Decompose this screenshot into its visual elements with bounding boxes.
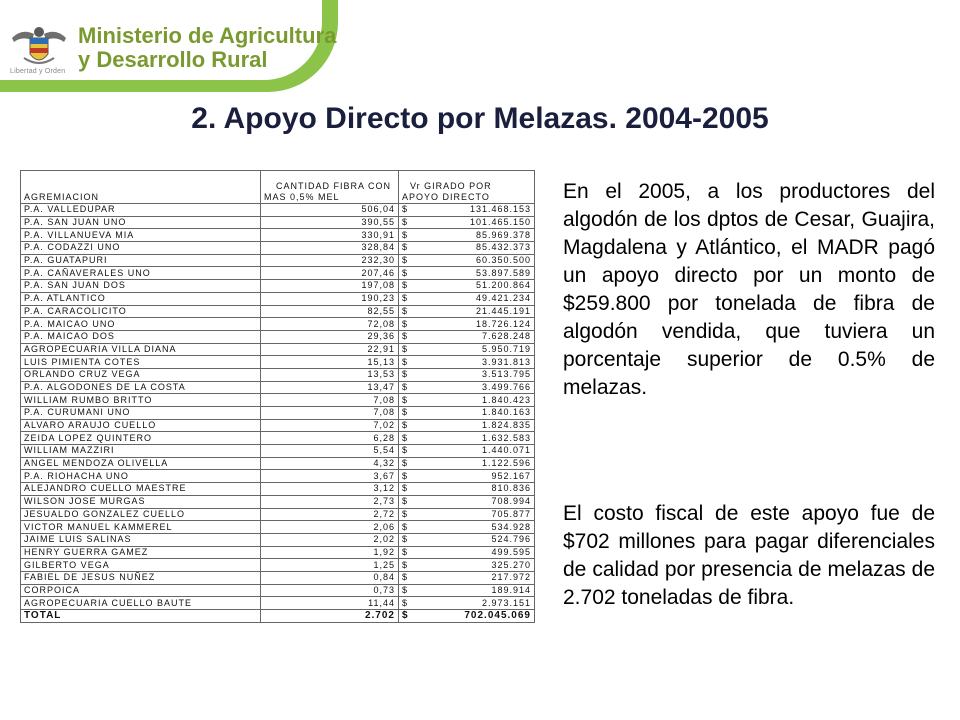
row-valor: 5.950.719 (413, 343, 535, 356)
row-agremiacion: P.A. CURUMANI UNO (21, 407, 261, 420)
table-row (21, 305, 535, 318)
row-currency-symbol: $ (399, 597, 413, 610)
row-agremiacion: P.A. SAN JUAN DOS (21, 280, 261, 293)
row-cantidad: 190,23 (261, 292, 399, 305)
row-currency-symbol: $ (399, 267, 413, 280)
row-cantidad: 7,02 (261, 419, 399, 432)
table-row (21, 368, 535, 381)
table-row (21, 254, 535, 267)
row-valor: 131.468.153 (413, 204, 535, 217)
table-row (21, 330, 535, 343)
row-agremiacion: P.A. ATLANTICO (21, 292, 261, 305)
header-agremiacion: AGREMIACION (21, 171, 261, 204)
row-cantidad: 7,08 (261, 394, 399, 407)
row-cantidad: 29,36 (261, 330, 399, 343)
row-cantidad: 1,25 (261, 559, 399, 572)
support-table (20, 170, 535, 623)
row-cantidad: 2,02 (261, 533, 399, 546)
row-currency-symbol: $ (399, 521, 413, 534)
table-row (21, 318, 535, 331)
table-row (21, 470, 535, 483)
table-row (21, 584, 535, 597)
total-valor: 702.045.069 (413, 610, 535, 623)
row-currency-symbol: $ (399, 483, 413, 496)
row-valor: 7.628.248 (413, 330, 535, 343)
row-agremiacion: WILLIAM RUMBO BRITTO (21, 394, 261, 407)
table-row (21, 381, 535, 394)
row-valor: 1.824.835 (413, 419, 535, 432)
row-valor: 1.840.423 (413, 394, 535, 407)
row-currency-symbol: $ (399, 508, 413, 521)
row-cantidad: 13,47 (261, 381, 399, 394)
ministry-name-line2: y Desarrollo Rural (78, 47, 268, 72)
row-valor: 3.499.766 (413, 381, 535, 394)
row-currency-symbol: $ (399, 356, 413, 369)
row-valor: 499.595 (413, 546, 535, 559)
row-agremiacion: FABIEL DE JESUS NUÑEZ (21, 571, 261, 584)
header-valor-girado (399, 171, 535, 204)
row-cantidad: 2,73 (261, 495, 399, 508)
row-cantidad: 15,13 (261, 356, 399, 369)
ministry-name (78, 24, 336, 72)
table-row (21, 546, 535, 559)
row-currency-symbol: $ (399, 533, 413, 546)
ministry-name-line1: Ministerio de Agricultura (78, 23, 337, 48)
row-valor: 810.836 (413, 483, 535, 496)
row-valor: 705.877 (413, 508, 535, 521)
table-row (21, 356, 535, 369)
row-agremiacion: ORLANDO CRUZ VEGA (21, 368, 261, 381)
row-agremiacion: P.A. CODAZZI UNO (21, 242, 261, 255)
row-currency-symbol: $ (399, 571, 413, 584)
motto-text: Libertad y Orden (10, 68, 66, 75)
row-agremiacion: CORPOICA (21, 584, 261, 597)
row-agremiacion: P.A. VILLANUEVA MIA (21, 229, 261, 242)
row-valor: 3.931.813 (413, 356, 535, 369)
row-valor: 18.726.124 (413, 318, 535, 331)
row-agremiacion: ZEIDA LOPEZ QUINTERO (21, 432, 261, 445)
row-cantidad: 7,08 (261, 407, 399, 420)
row-agremiacion: P.A. MAICAO UNO (21, 318, 261, 331)
row-valor: 952.167 (413, 470, 535, 483)
row-currency-symbol: $ (399, 254, 413, 267)
table-row (21, 597, 535, 610)
table-row (21, 508, 535, 521)
row-agremiacion: P.A. MAICAO DOS (21, 330, 261, 343)
row-cantidad: 506,04 (261, 204, 399, 217)
row-agremiacion: P.A. GUATAPURI (21, 254, 261, 267)
header-valor-line2: APOYO DIRECTO (402, 192, 490, 202)
row-agremiacion: JAIME LUIS SALINAS (21, 533, 261, 546)
row-currency-symbol: $ (399, 305, 413, 318)
table-row (21, 407, 535, 420)
row-currency-symbol: $ (399, 584, 413, 597)
table-row (21, 419, 535, 432)
row-currency-symbol: $ (399, 204, 413, 217)
table-row (21, 432, 535, 445)
row-currency-symbol: $ (399, 343, 413, 356)
row-agremiacion: P.A. ALGODONES DE LA COSTA (21, 381, 261, 394)
row-agremiacion: LUIS PIMIENTA COTES (21, 356, 261, 369)
row-agremiacion: P.A. SAN JUAN UNO (21, 216, 261, 229)
row-agremiacion: P.A. CARACOLICITO (21, 305, 261, 318)
row-currency-symbol: $ (399, 330, 413, 343)
row-agremiacion: ALEJANDRO CUELLO MAESTRE (21, 483, 261, 496)
row-cantidad: 2,72 (261, 508, 399, 521)
row-valor: 1.122.596 (413, 457, 535, 470)
table-row (21, 521, 535, 534)
row-currency-symbol: $ (399, 470, 413, 483)
row-valor: 325.270 (413, 559, 535, 572)
row-cantidad: 5,54 (261, 445, 399, 458)
row-valor: 1.632.583 (413, 432, 535, 445)
paragraph-payment: En el 2005, a los productores del algodón de los dptos de Cesar, Guajira, Magdalena y Atlántico, el MADR pagó un apoyo directo por un monto de $259.800 por tonelada de fibra de algodón vendida, que tuviera un porcentaje superior de 0.5% de melazas. (563, 180, 935, 399)
row-currency-symbol: $ (399, 292, 413, 305)
table-row (21, 216, 535, 229)
header-cantidad-line2: MAS 0,5% MEL (264, 192, 340, 202)
row-valor: 21.445.191 (413, 305, 535, 318)
row-agremiacion: P.A. RIOHACHA UNO (21, 470, 261, 483)
paragraph-fiscal-cost: El costo fiscal de este apoyo fue de $702 millones para pagar diferenciales de calidad por presencia de melazas de 2.702 toneladas de fibra. (563, 502, 935, 609)
row-valor: 60.350.500 (413, 254, 535, 267)
row-currency-symbol: $ (399, 318, 413, 331)
row-currency-symbol: $ (399, 394, 413, 407)
row-valor: 49.421.234 (413, 292, 535, 305)
row-cantidad: 3,67 (261, 470, 399, 483)
row-cantidad: 330,91 (261, 229, 399, 242)
row-currency-symbol: $ (399, 229, 413, 242)
row-agremiacion: P.A. CAÑAVERALES UNO (21, 267, 261, 280)
row-cantidad: 13,53 (261, 368, 399, 381)
row-valor: 1.440.071 (413, 445, 535, 458)
row-currency-symbol: $ (399, 407, 413, 420)
total-currency-symbol: $ (399, 610, 413, 623)
row-cantidad: 232,30 (261, 254, 399, 267)
row-valor: 534.928 (413, 521, 535, 534)
row-currency-symbol: $ (399, 280, 413, 293)
row-currency-symbol: $ (399, 216, 413, 229)
row-valor: 85.432.373 (413, 242, 535, 255)
row-cantidad: 6,28 (261, 432, 399, 445)
row-cantidad: 390,55 (261, 216, 399, 229)
row-agremiacion: ANGEL MENDOZA OLIVELLA (21, 457, 261, 470)
header-valor-line1: Vr GIRADO POR (410, 181, 492, 191)
row-cantidad: 0,84 (261, 571, 399, 584)
row-cantidad: 1,92 (261, 546, 399, 559)
table-row (21, 457, 535, 470)
row-agremiacion: HENRY GUERRA GAMEZ (21, 546, 261, 559)
row-cantidad: 3,12 (261, 483, 399, 496)
row-valor: 708.994 (413, 495, 535, 508)
row-agremiacion: WILSON JOSE MURGAS (21, 495, 261, 508)
row-cantidad: 0,73 (261, 584, 399, 597)
table-row (21, 394, 535, 407)
row-currency-symbol: $ (399, 381, 413, 394)
row-agremiacion: VICTOR MANUEL KAMMEREL (21, 521, 261, 534)
row-agremiacion: GILBERTO VEGA (21, 559, 261, 572)
table-body (21, 204, 535, 623)
table-header-row (21, 171, 535, 204)
table-row (21, 445, 535, 458)
row-currency-symbol: $ (399, 559, 413, 572)
row-valor: 189.914 (413, 584, 535, 597)
row-currency-symbol: $ (399, 242, 413, 255)
table-row (21, 229, 535, 242)
row-cantidad: 197,08 (261, 280, 399, 293)
row-valor: 3.513.795 (413, 368, 535, 381)
row-currency-symbol: $ (399, 445, 413, 458)
total-cantidad: 2.702 (261, 610, 399, 623)
row-valor: 85.969.378 (413, 229, 535, 242)
row-valor: 53.897.589 (413, 267, 535, 280)
row-currency-symbol: $ (399, 368, 413, 381)
row-valor: 2.973.151 (413, 597, 535, 610)
row-agremiacion: WILLIAM MAZZIRI (21, 445, 261, 458)
row-cantidad: 11,44 (261, 597, 399, 610)
row-cantidad: 22,91 (261, 343, 399, 356)
total-label: TOTAL (21, 610, 261, 623)
row-valor: 51.200.864 (413, 280, 535, 293)
header-cantidad-fibra (261, 171, 399, 204)
header-banner (0, 0, 338, 96)
row-agremiacion: P.A. VALLEDUPAR (21, 204, 261, 217)
table-row (21, 242, 535, 255)
header-cantidad-line1: CANTIDAD FIBRA CON (276, 181, 392, 191)
row-agremiacion: AGROPECUARIA VILLA DIANA (21, 343, 261, 356)
row-agremiacion: JESUALDO GONZALEZ CUELLO (21, 508, 261, 521)
table-row (21, 483, 535, 496)
table-row (21, 267, 535, 280)
row-cantidad: 82,55 (261, 305, 399, 318)
slide-title: 2. Apoyo Directo por Melazas. 2004-2005 (191, 102, 769, 135)
row-currency-symbol: $ (399, 546, 413, 559)
table-row (21, 571, 535, 584)
table-row (21, 292, 535, 305)
table-row (21, 280, 535, 293)
row-valor: 524.796 (413, 533, 535, 546)
row-currency-symbol: $ (399, 495, 413, 508)
row-currency-symbol: $ (399, 419, 413, 432)
table-row (21, 533, 535, 546)
row-cantidad: 72,08 (261, 318, 399, 331)
row-cantidad: 2,06 (261, 521, 399, 534)
row-agremiacion: AGROPECUARIA CUELLO BAUTE (21, 597, 261, 610)
row-agremiacion: ALVARO ARAUJO CUELLO (21, 419, 261, 432)
table-row (21, 559, 535, 572)
row-cantidad: 207,46 (261, 267, 399, 280)
row-cantidad: 4,32 (261, 457, 399, 470)
row-valor: 217.972 (413, 571, 535, 584)
row-valor: 101.465.150 (413, 216, 535, 229)
row-valor: 1.840.163 (413, 407, 535, 420)
table-row (21, 204, 535, 217)
row-cantidad: 328,84 (261, 242, 399, 255)
row-currency-symbol: $ (399, 457, 413, 470)
table-total-row (21, 610, 535, 623)
table-row (21, 343, 535, 356)
table-row (21, 495, 535, 508)
row-currency-symbol: $ (399, 432, 413, 445)
